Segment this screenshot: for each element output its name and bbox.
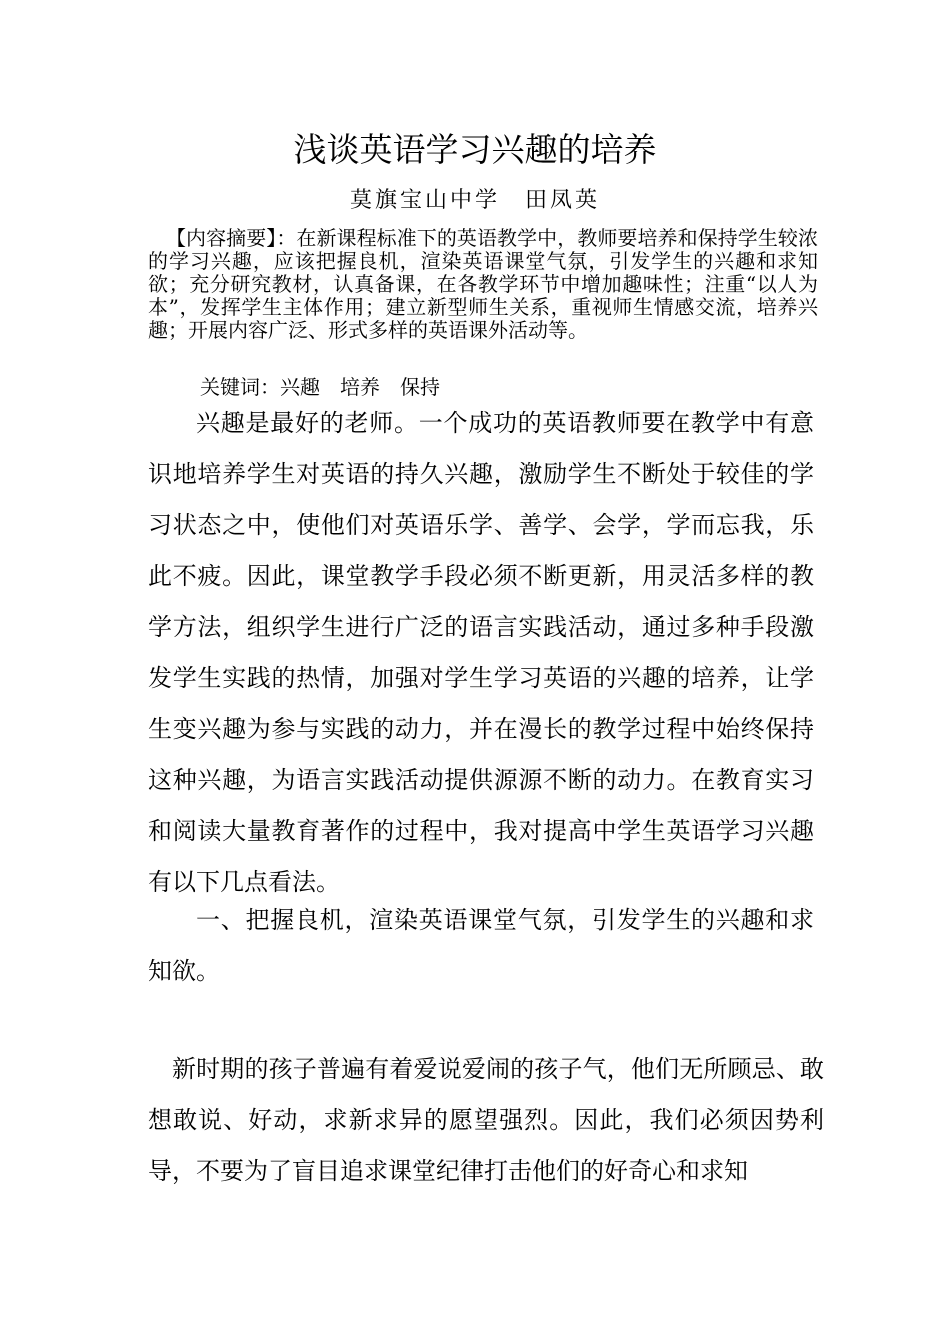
keywords-line: 关键词：兴趣 培养 保持 xyxy=(200,375,440,399)
document-title: 浅谈英语学习兴趣的培养 xyxy=(293,130,657,169)
section-heading-1: 一、把握良机，渲染英语课堂气氛，引发学生的兴趣和求知欲。 xyxy=(148,906,814,985)
abstract-paragraph: 【内容摘要】：在新课程标准下的英语教学中，教师要培养和保持学生较浓的学习兴趣，应该把握良机，渲染英语课堂气氛，引发学生的兴趣和求知欲；充分研究教材，认真备课，在各教学环节中增加趣味性；注重“以人为本”，发挥学生主体作用；建立新型师生关系，重视师生情感交流，培养兴趣；开展内容广泛、形式多样的英语课外活动等。 xyxy=(148,226,818,342)
body-paragraph-section-1: 新时期的孩子普遍有着爱说爱闹的孩子气，他们无所顾忌、敢想敢说、好动，求新求异的愿望强烈。因此，我们必须因势利导，不要为了盲目追求课堂纪律打击他们的好奇心和求知 xyxy=(148,1055,824,1185)
author-line: 莫旗宝山中学 田凤英 xyxy=(349,188,600,213)
body-paragraph-intro: 兴趣是最好的老师。一个成功的英语教师要在教学中有意识地培养学生对英语的持久兴趣，激励学生不断处于较佳的学习状态之中，使他们对英语乐学、善学、会学，学而忘我，乐此不疲。因此，课堂教学手段必须不断更新，用灵活多样的教学方法，组织学生进行广泛的语言实践活动，通过多种手段激发学生实践的热情，加强对学生学习英语的兴趣的培养，让学生变兴趣为参与实践的动力，并在漫长的教学过程中始终保持这种兴趣，为语言实践活动提供源源不断的动力。在教育实习和阅读大量教育著作的过程中，我对提高中学生英语学习兴趣有以下几点看法。 xyxy=(148,409,814,896)
